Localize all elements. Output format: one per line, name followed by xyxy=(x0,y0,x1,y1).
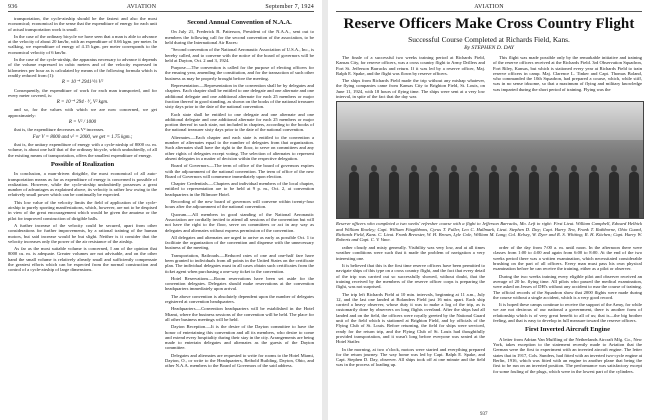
right-top-column-2 xyxy=(493,55,642,101)
group-photo xyxy=(336,101,644,219)
article-paragraph: rather cloudy and misty generally. Visibility was very low, and at all times weather conditions were such that it made the problem of navigation a very interesting one. xyxy=(336,245,485,261)
article-paragraph: All delegates and alternates are urged to arrive as early as possible Oct. 1 to facilitate the organization of the convention and dispense with the unnecessary business of the meeting. xyxy=(165,234,314,251)
article-paragraph: This low value of the velocity limits the field of application of the cycle-airship to purely sporting manifestations, which, however, are not to be despised in view of the great encouragement which would be given the amateur or the pilot for improved construction of dirigible balls. xyxy=(8,199,157,221)
article-paragraph: Dayton Reception.—It is the desire of the Dayton committee to have the honor of entertaining this convention and all its members, who desire to come and extend every hospitality during their stay in the city. Arrangements are being made to entertain delegates and alternates as the guests of the Dayton committee. xyxy=(165,324,314,351)
formula: R = V² / 1000 xyxy=(68,120,97,126)
article-paragraph: Chapter Credentials.—Chapters and individual members of the local chapter, entitled to representation are to be held at 9 p. m., Oct. 2, at convention headquarters in the Biltmore Hotel. xyxy=(165,181,314,197)
article-paragraph: Transportation, Railroads.—Reduced rates of one and one-half fare have been granted to individuals from all points in the United States on the certificate plan. The individual delegates must in all cases obtain such certificates from the ticket agent when purchasing a one-way ticket to the convention. xyxy=(165,252,314,274)
article-paragraph: It is hoped these camps continue to receive the support of the Army, for while we are not desirous of our national a government, there is another form of relationship which is of very great benefit to all of us; that is—the big brother feeling, and that is easy to develop in full measure toward the reserve officers. xyxy=(493,302,642,324)
article-byline: By STEPHEN D. DAY xyxy=(464,45,514,51)
section-heading: First Inverted Aircraft Engine xyxy=(524,326,611,334)
right-bottom-columns xyxy=(336,245,642,376)
article-paragraph: A further increase of the velocity could be secured, apart from other considerations for further improvements, by a rational training of the human motors, but said increase would be but slight. Neither is it consider that the velocity increases only the power of the air resistance of the airship. xyxy=(8,222,157,244)
article-paragraph: In the morning, at two o'clock, motors were started and everything prepared for the return journey. The way home was led by Capt. Ralph E. Spake, and Capt. Stephen D. Day, observer. All ships took off at one minute and the field was in the process of loading up. xyxy=(336,346,485,368)
article-paragraph: order of the day from 7:00 a. m. until noon. In the afternoon there were classes from 1:00 to 4:00 and again from 6:00 to 8:00. At the end of the two weeks period there was a written examination, which necessitated considerable brushing on the part of all officers. Every man must pass his own physical examination before he can receive the training, either as a pilot or observer. xyxy=(493,245,642,272)
article-paragraph: Quorum.—All members in good standing of the National Aeronautic Association are cordially invited to attend all sessions of the convention but will not have the right to the floor, serve on committees or act in any way as delegates and alternates without express permission of the convention. xyxy=(165,211,314,233)
article-paragraph: "Second convention of the National Aeronautic Association of U.S.A., Inc., is hereby called, and to convene with the notice of the board of governors will be held at Dayton, Oct. 2 and 3, 1924. xyxy=(165,47,314,63)
article-paragraph: Representation.—Representation in the convention shall be by delegates and chapters. Each chapter shall be entitled to one delegate and one alternate and one additional delegate and one additional alternate for each 25 members or major fraction thereof in good standing, as shown on the books of the national treasurer sixty days prior to the date of the national convention. xyxy=(165,83,315,110)
article-paragraph: transportation, the cycle-airship should be the fastest and also the most economical; economical in the sense that the expenditure of energy for each unit of actual transportation work is small. xyxy=(8,16,157,32)
formula: R = 10⁻⁴ 2941^⅔ V² xyxy=(61,80,104,86)
article-paragraph: This flight was made possible only by the remarkable initiative and training of the reserve officers received at the Richards Field. 3rd Observation Squadron, Fort Riley, Kansas, but which is stationed every year at Richards Field to train reserve officers in camp. Maj. Clarence L. Tinker and Capt. Thomas Boland, who commanded the 10th Squadron, had prepared a course, which, while stiff, was in no sense irksome, so that a maximum of flying and military knowledge was imparted during the short period of training. Flying was the xyxy=(493,55,642,92)
section-heading: Possible of Realization xyxy=(50,160,115,168)
article-paragraph: Headquarters.—Convention headquarters will be established in the Hotel Miami, where the business sessions of the convention will be held. The place for all other business meetings will be held. xyxy=(165,306,314,322)
article-paragraph: As far as the most suitable volume is concerned, I am of the opinion that 8000 cu. m. is adequate. Greater volumes are not advisable, and on the other hand the small volume is relatively already small and sufficiently compensate the greatest efforts which can be expected from the normal construction and control of a cycle-airship of large dimensions. xyxy=(8,246,157,273)
article-paragraph: that is, the unitary expenditure of energy with a cycle-airship of 8000 cu. m. volume, is about one half that of the ordinary bicycle, which undoubtedly, of all the existing means of transportation, offers the smallest expenditure of energy. xyxy=(8,141,157,158)
article-paragraph: Each state shall be entitled to one delegate and one alternate and one additional delegate and one additional alternate for each 25 members or major portion thereof in such state, not included in chapters, according to the books of the national treasurer sixty days prior to the date of the national convention. xyxy=(165,111,314,133)
article-paragraph: On July 21, Frederick B. Patterson, President of the N.A.A., sent out to members the following call for the second convention of the association, to be held during the International Air Races: xyxy=(165,29,314,45)
left-page xyxy=(0,0,322,420)
hangar-background xyxy=(337,102,643,140)
left-column-1 xyxy=(8,16,157,371)
right-bottom-column-1 xyxy=(336,245,485,376)
article-paragraph: In conclusion, a man-driven dirigible, the most economical of all auto-transportation means as far as expenditure of energy is concerned is possible of realization. However, while the cycle-airship undoubtedly possesses a great number of advantages as explained above, its velocity is rather low owing to the relatively small power which can be continually be expected. xyxy=(8,171,157,198)
article-title: Reserve Officers Make Cross Country Flight xyxy=(343,16,635,32)
article-paragraph: During the two weeks training every eligible pilot and observer received an average of 20 hr. flying time. All pilots who passed the medical examination, were asked on Jesses of DH's without any accident to mar the course of training. The official records of the Squadron show that 2000 flights were made during the course without a single accident, which is a very good record. xyxy=(493,273,642,300)
article-paragraph: Delegates and alternates are requested to write for rooms to the Hotel Miami, Dayton, O., or write to the Headquarters, Reibold Building, Dayton, Ohio, and other N.A.A. members to the Board of Governors of the said address. xyxy=(165,352,314,369)
right-page-number: 937 xyxy=(480,412,488,417)
right-running-head xyxy=(336,4,642,12)
article-paragraph: The above convention is absolutely dependent upon the number of delegates registered at convention headquarters. xyxy=(165,293,314,305)
right-page xyxy=(328,0,650,420)
article-paragraph: that is, the expenditure decreases as V² increases. xyxy=(14,127,105,133)
article-paragraph: In the case of the ordinary bicycle we have seen that a man is able to advance at the velocity of about 20 km/hr, with an expenditure of 0.66 kgm. per meter. In walking, we expenditure of energy of 4.15 kgm. per meter corresponds to the economical velocity of 6 km/hr. xyxy=(8,33,157,55)
right-journal-name: AVIATION xyxy=(474,4,504,10)
left-journal-name: AVIATION xyxy=(126,4,157,10)
formula: R = 10⁻⁴ 294 · ³⁄₂ V² kgm. xyxy=(56,100,109,106)
article-paragraph: Consequently, the expenditure of work for each man transported, and for every meter covered, is: xyxy=(8,87,157,98)
left-columns xyxy=(8,16,314,371)
article-subtitle: Successful Course Completed at Richards Field, Kans. xyxy=(408,35,570,44)
right-bottom-column-2 xyxy=(493,245,642,376)
article-paragraph: Hotel Reservations.—Room reservations have been set aside for the convention delegates. Delegates should make reservations at the convention headquarters immediately upon arrival. xyxy=(165,275,314,292)
article-paragraph: The trip left Richards Field at 10 min. intervals, beginning at 11 a.m., July 12, and the last one landed at Bolanders Field just 16 min. apart. Each ship carried a heavy observer, whose duty it was to make a log of the trip, as is customarily done by observers on long flights overland. After the ships had all landed and on the field, the officers were royally greeted by the National Guard unit of the field which is stationed at Brighton Field, and by officials of the Flying Club of St. Louis. Before returning, the field for ships were serviced, ready for the return trip, and the Flying Club of St. Louis had thoughtfully provided transportation, and it wasn't long before everyone was seated at the Hotel Statler. xyxy=(336,291,485,345)
article-paragraph: Recording of the new board of governors will convene within twenty-four hours after the adjournment of the national convention. xyxy=(165,199,314,210)
article-paragraph: A letter from Adrian Van Muffling of the Netherlands Aircraft Mfg. Co., New York, takes exception to the statement recently made to Aviation that the German were the first to experiment with an inverted aircraft engine. The letter states that in 1917, Cols. Sunders, had fitted with an inverted two-cycle engine at Berlin, 1916, which was fitted with an engine in another plane that being the first to be run on an inverted position. The performance was satisfactory except for some fouling of the plugs, which were in the lowest part of the cylinders. xyxy=(493,336,643,374)
right-top-columns xyxy=(336,55,642,101)
article-paragraph: Purpose.—The convention is called for the purpose of electing officers for the ensuing year, amending the constitution, and for the transaction of such other business as may be properly brought before the meeting. xyxy=(165,65,314,81)
left-page-number: 936 xyxy=(8,4,18,10)
article-paragraph: The finale of a successful two weeks training period at Richards Field, Kansas City, for reserve officers, was a cross country flight to Army Drillers and Fort St. Jefferson Barracks and return. If it was led by a reserve officer, Maj. Ralph E. Spake, and the flight was flown by reserve officers. xyxy=(336,55,485,76)
article-paragraph: Board of Governors.—The term of office of the board of governors expires with the adjournment of the national convention. The term of office of the new Board of Governors will commence immediately upon election. xyxy=(165,163,314,179)
right-top-column-1 xyxy=(336,55,485,101)
article-paragraph: It is believed that this is the first time reserve officers have been permitted to navigate ships of this type on a cross country flight, and the fact that every detail of the trip was carried out so successfully showed, without doubt, that the training received by the members of the reserve officer corps is preparing the flight, was not surprised. xyxy=(336,263,485,290)
left-column-2 xyxy=(165,16,314,371)
article-paragraph: Alternates.—Each chapter and each state is entitled to the convention a number of alternates equal to the number of delegates from that organization. Such alternates shall have the right to the floor, to serve on committees and any other rights of delegates except voting. The selection of alternates to represent absent delegates in a matter of decision within the respective delegation. xyxy=(165,134,314,161)
left-running-head xyxy=(8,4,314,12)
article-paragraph: and so, for the values with which we are now concerned, we get approximately: xyxy=(8,107,157,118)
article-paragraph: In the case of the cycle-airship, the apparatus necessary to advance it depends of the volume expressed in cubic meters and of the velocity expressed in kilometers per hour as is calculated by means of the following formula which is readily reduced from (1): xyxy=(8,57,157,78)
formula: For V = 8000 and v² = 2000, we get = 1.75 kgm.; xyxy=(32,134,133,140)
photo-caption: Reserve officers who completed a two weeks' refresher course with a flight to Jefferson Barracks, Mo. Left to right: First Lieut. William Campbell, Edward Helbick and William Rowley; Capt. William Fitzgibbons, Cyrus T. Fuller, Leo C. Hallmark, Lieut. Stephen D. Day; Capt. Harry Tew, Frank T. Rathborne, Ohio Guard, Richards Field, Kans. C. Lieut. Frank Brewster, W. H. Brown, Lyle Cole, William M. Lang; Col. Kelsey, W. Dyer and R. S. Whiting; R. H. Kitchen; Capt. Harry W. Roberts and Capt. C. V. Vane. xyxy=(336,221,642,242)
article-heading: Second Annual Convention of N.A.A. xyxy=(187,19,292,26)
article-paragraph: The ships from Richards Field made the trip without any mishap whatever, the flying companies came from Kansas City to Brighton Field, St. Louis, on June 11, 1924, with 18 hours of flying time. The ships were sent at a very low interval, in spite of the fact that the day was xyxy=(336,78,485,100)
left-issue-date: September 7, 1924 xyxy=(265,4,314,10)
